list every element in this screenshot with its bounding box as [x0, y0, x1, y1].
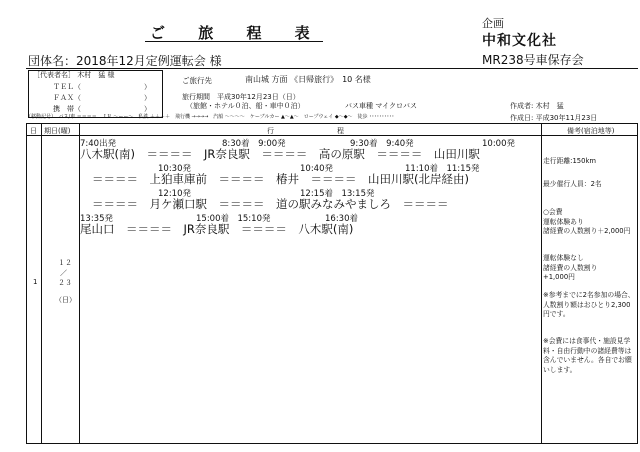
bus-type: バス車種 マイクロバス: [345, 102, 417, 110]
destination-value: 南山城 方面 《日帰旅行》 10 名様: [245, 75, 371, 84]
note-fee-with-driving: ○会費 運転体験あり 諸経費の人数割り＋2,000円: [543, 208, 631, 235]
author: 作成者: 木村 猛: [510, 102, 564, 110]
time-label: 12:15着 13:15発: [300, 189, 375, 199]
contact-box: [28, 70, 163, 118]
date-weekday: （日）: [55, 296, 76, 304]
transport-legend: （移動記号） バス/車 ＝＝＝＝ ＪＲ ～ーー～ 私鉄 ＋＋＋＋ 飛行機 →→→→ 汽船 ～～～～ ケーブルカー ▲～▲～ ロープウェイ ◆～◆～ 徒歩 ･･････････: [26, 114, 395, 120]
representative-name: ［代表者名］ 木村 猛 様: [33, 71, 115, 79]
column-divider: [541, 124, 542, 443]
destination-label: ご旅行先: [182, 76, 212, 85]
header-date: 期日(曜): [44, 127, 71, 135]
time-label: 12:10発: [158, 189, 191, 199]
itinerary-line: 八木駅(南) ＝＝＝＝ JR奈良駅 ＝＝＝＝ 高の原駅 ＝＝＝＝ 山田川駅: [80, 147, 480, 161]
time-label: 16:30着: [325, 214, 358, 224]
header-itinerary: 行 程: [267, 127, 344, 135]
column-divider: [41, 124, 42, 443]
note-min-participants: 最少催行人員：2名: [543, 180, 602, 188]
group-name: 団体名：2018年12月定例運転会 様: [28, 54, 222, 68]
date-day: ２３: [58, 279, 72, 287]
column-divider: [79, 124, 80, 443]
lodging-info: （旅館・ホテル０泊、船・車中０泊）: [186, 102, 305, 110]
time-label: 8:30着 9:00発: [222, 139, 286, 149]
time-label: 9:30着 9:40発: [350, 139, 414, 149]
header-day: 日: [30, 127, 37, 135]
note-reference: ※参考までに2名参加の場合、人数割り額はおひとり2,300円です。: [543, 291, 635, 318]
time-label: 10:00発: [482, 139, 515, 149]
page-title: ご 旅 程 表: [150, 24, 324, 42]
time-label: 7:40出発: [80, 139, 117, 149]
mobile-field: 携 帯（ ）: [53, 105, 151, 113]
travel-period: 旅行期間 平成30年12月23日（日）: [182, 93, 300, 101]
note-exclusions: ※会費には食事代・施設見学料・自由行動中の諸経費等は含んでいません。各自でお願いします。: [543, 337, 632, 374]
time-label: 10:30発: [158, 164, 191, 174]
time-label: 11:10着 11:15発: [405, 164, 480, 174]
day-number: 1: [33, 278, 38, 286]
date-slash: ／: [60, 269, 67, 277]
note-distance: 走行距離:150km: [543, 157, 597, 165]
itinerary-line: ＝＝＝＝ 月ケ瀬口駅 ＝＝＝＝ 道の駅みなみやましろ ＝＝＝＝: [92, 197, 449, 211]
date-month: １２: [58, 259, 72, 267]
time-label: 15:00着 15:10発: [196, 214, 271, 224]
fax-field: ＦＡＸ（ ）: [53, 94, 151, 102]
time-label: 10:40発: [300, 164, 333, 174]
itinerary-line: 尾山口 ＝＝＝＝ JR奈良駅 ＝＝＝＝ 八木駅(南): [80, 222, 354, 236]
organizer-subname: MR238号車保存会: [482, 53, 584, 67]
group-underline: [26, 68, 638, 69]
tel-field: ＴＥＬ（ ）: [53, 83, 151, 91]
note-fee-without-driving: 運転体験なし 諸経費の人数割り +1,000円: [543, 254, 598, 281]
organizer-name: 中和文化社: [482, 33, 557, 49]
itinerary-line: ＝＝＝＝ 上狛車庫前 ＝＝＝＝ 椿井 ＝＝＝＝ 山田川駅(北岸経由): [92, 172, 469, 186]
created-date: 作成日: 平成30年11月23日: [510, 114, 598, 122]
header-notes: 備考(宿泊地等): [567, 127, 615, 135]
organizer-label: 企画: [482, 17, 504, 30]
title-underline: [145, 41, 323, 42]
time-label: 13:35発: [80, 214, 113, 224]
